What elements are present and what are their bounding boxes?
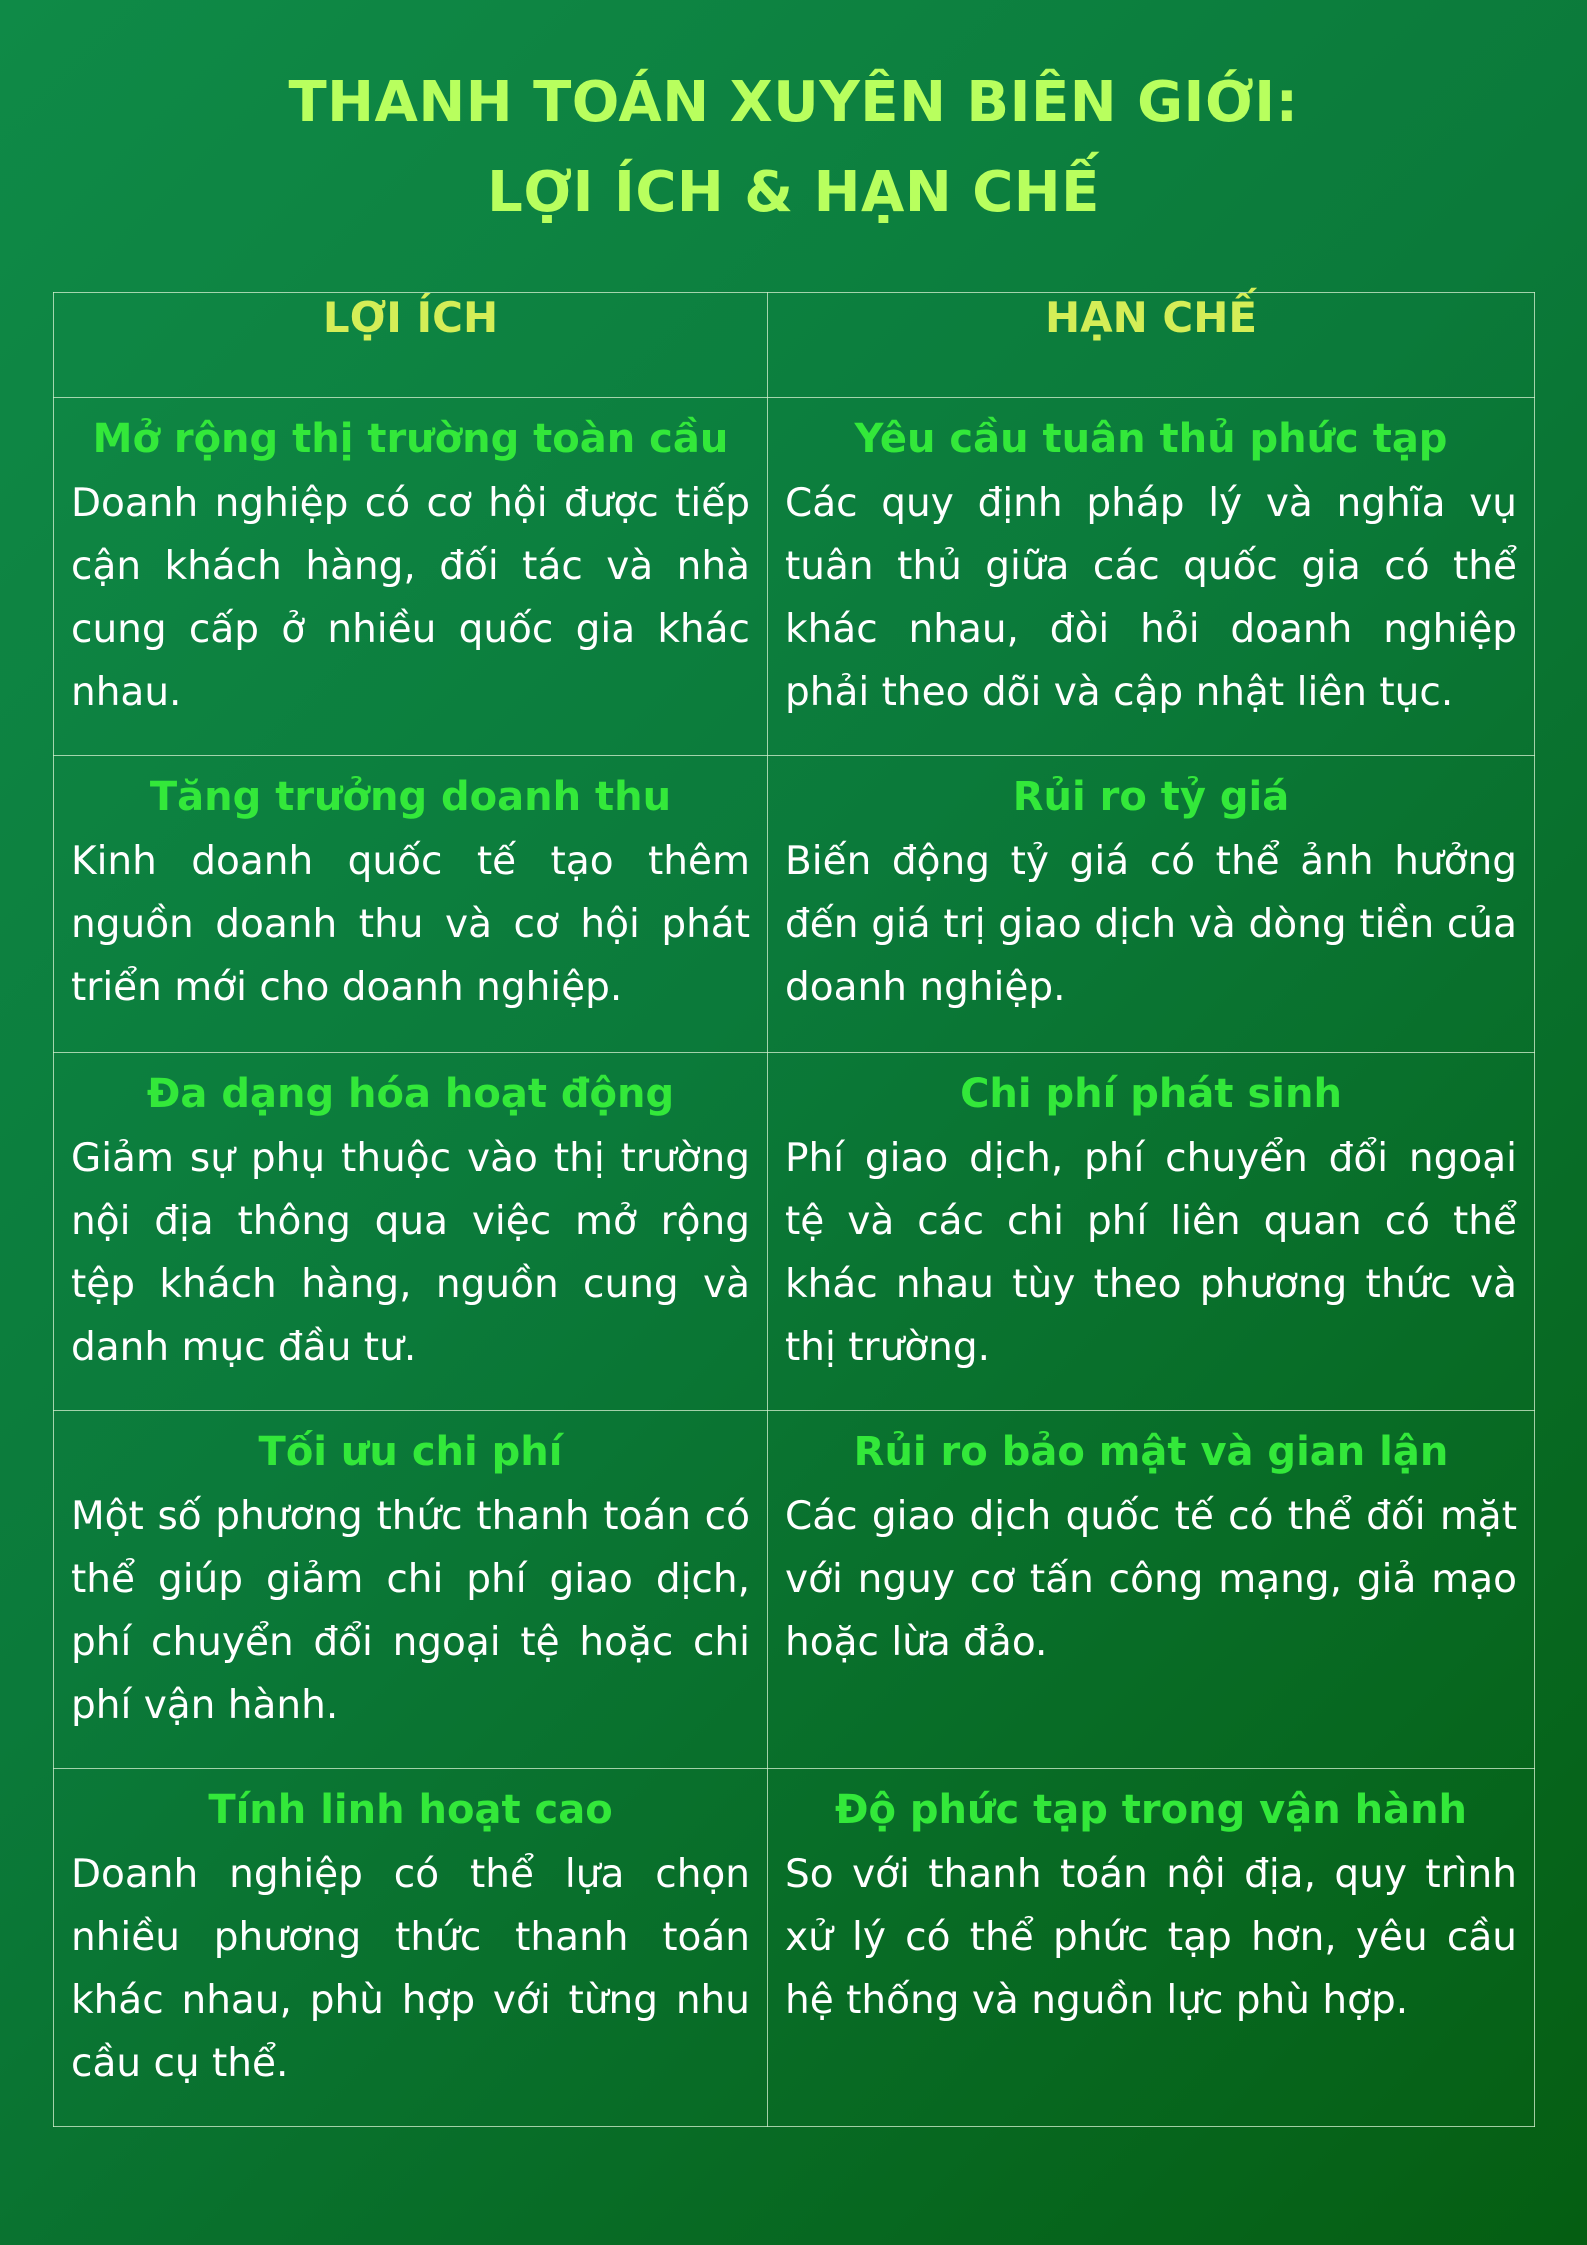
page-title xyxy=(0,58,1587,238)
benefit-text: Giảm sự phụ thuộc vào thị trường nội địa thông qua việc mở rộng tệp khách hàng, nguồn cung và danh mục đầu tư. xyxy=(71,1136,750,1370)
header-limitations: HẠN CHẾ xyxy=(768,293,1535,398)
limitation-cell xyxy=(768,398,1535,756)
limitation-text: Các giao dịch quốc tế có thể đối mặt với nguy cơ tấn công mạng, giả mạo hoặc lừa đảo. xyxy=(785,1494,1517,1665)
limitation-text: So với thanh toán nội địa, quy trình xử lý có thể phức tạp hơn, yêu cầu hệ thống và nguồn lực phù hợp. xyxy=(785,1852,1517,2023)
benefit-title: Tính linh hoạt cao xyxy=(208,1787,613,1833)
comparison-table xyxy=(53,292,1535,2127)
limitation-title: Rủi ro tỷ giá xyxy=(1012,774,1290,820)
table-row xyxy=(54,756,1535,1053)
table-header-row xyxy=(54,293,1535,398)
limitation-text: Các quy định pháp lý và nghĩa vụ tuân thủ giữa các quốc gia có thể khác nhau, đòi hỏi doanh nghiệp phải theo dõi và cập nhật liên tục. xyxy=(785,481,1517,715)
table-row xyxy=(54,1053,1535,1411)
benefit-title: Mở rộng thị trường toàn cầu xyxy=(92,416,729,462)
title-line-2: LỢI ÍCH & HẠN CHẾ xyxy=(487,160,1100,225)
table-row xyxy=(54,1769,1535,2127)
limitation-title: Rủi ro bảo mật và gian lận xyxy=(853,1429,1449,1475)
benefit-text: Kinh doanh quốc tế tạo thêm nguồn doanh thu và cơ hội phát triển mới cho doanh nghiệp. xyxy=(71,839,750,1010)
benefit-text: Doanh nghiệp có cơ hội được tiếp cận khách hàng, đối tác và nhà cung cấp ở nhiều quốc gia khác nhau. xyxy=(71,481,750,715)
header-benefits: LỢI ÍCH xyxy=(54,293,768,398)
limitation-title: Yêu cầu tuân thủ phức tạp xyxy=(854,416,1448,462)
limitation-cell xyxy=(768,1769,1535,2127)
benefit-text: Doanh nghiệp có thể lựa chọn nhiều phương thức thanh toán khác nhau, phù hợp với từng nhu cầu cụ thể. xyxy=(71,1852,750,2086)
benefit-cell xyxy=(54,1053,768,1411)
limitation-title: Chi phí phát sinh xyxy=(960,1071,1342,1117)
limitation-cell xyxy=(768,1411,1535,1769)
benefit-title: Tăng trưởng doanh thu xyxy=(149,774,672,820)
benefit-cell xyxy=(54,1769,768,2127)
benefit-title: Tối ưu chi phí xyxy=(258,1429,563,1475)
benefit-cell xyxy=(54,1411,768,1769)
title-line-1: THANH TOÁN XUYÊN BIÊN GIỚI: xyxy=(288,70,1299,135)
benefit-cell xyxy=(54,756,768,1053)
limitation-cell xyxy=(768,1053,1535,1411)
limitation-title: Độ phức tạp trong vận hành xyxy=(834,1787,1468,1833)
table-row xyxy=(54,1411,1535,1769)
benefit-cell xyxy=(54,398,768,756)
limitation-text: Phí giao dịch, phí chuyển đổi ngoại tệ và các chi phí liên quan có thể khác nhau tùy theo phương thức và thị trường. xyxy=(785,1136,1517,1370)
limitation-text: Biến động tỷ giá có thể ảnh hưởng đến giá trị giao dịch và dòng tiền của doanh nghiệp. xyxy=(785,839,1517,1010)
benefit-text: Một số phương thức thanh toán có thể giúp giảm chi phí giao dịch, phí chuyển đổi ngoại tệ hoặc chi phí vận hành. xyxy=(71,1494,750,1728)
table-row xyxy=(54,398,1535,756)
benefit-title: Đa dạng hóa hoạt động xyxy=(146,1071,675,1117)
limitation-cell xyxy=(768,756,1535,1053)
